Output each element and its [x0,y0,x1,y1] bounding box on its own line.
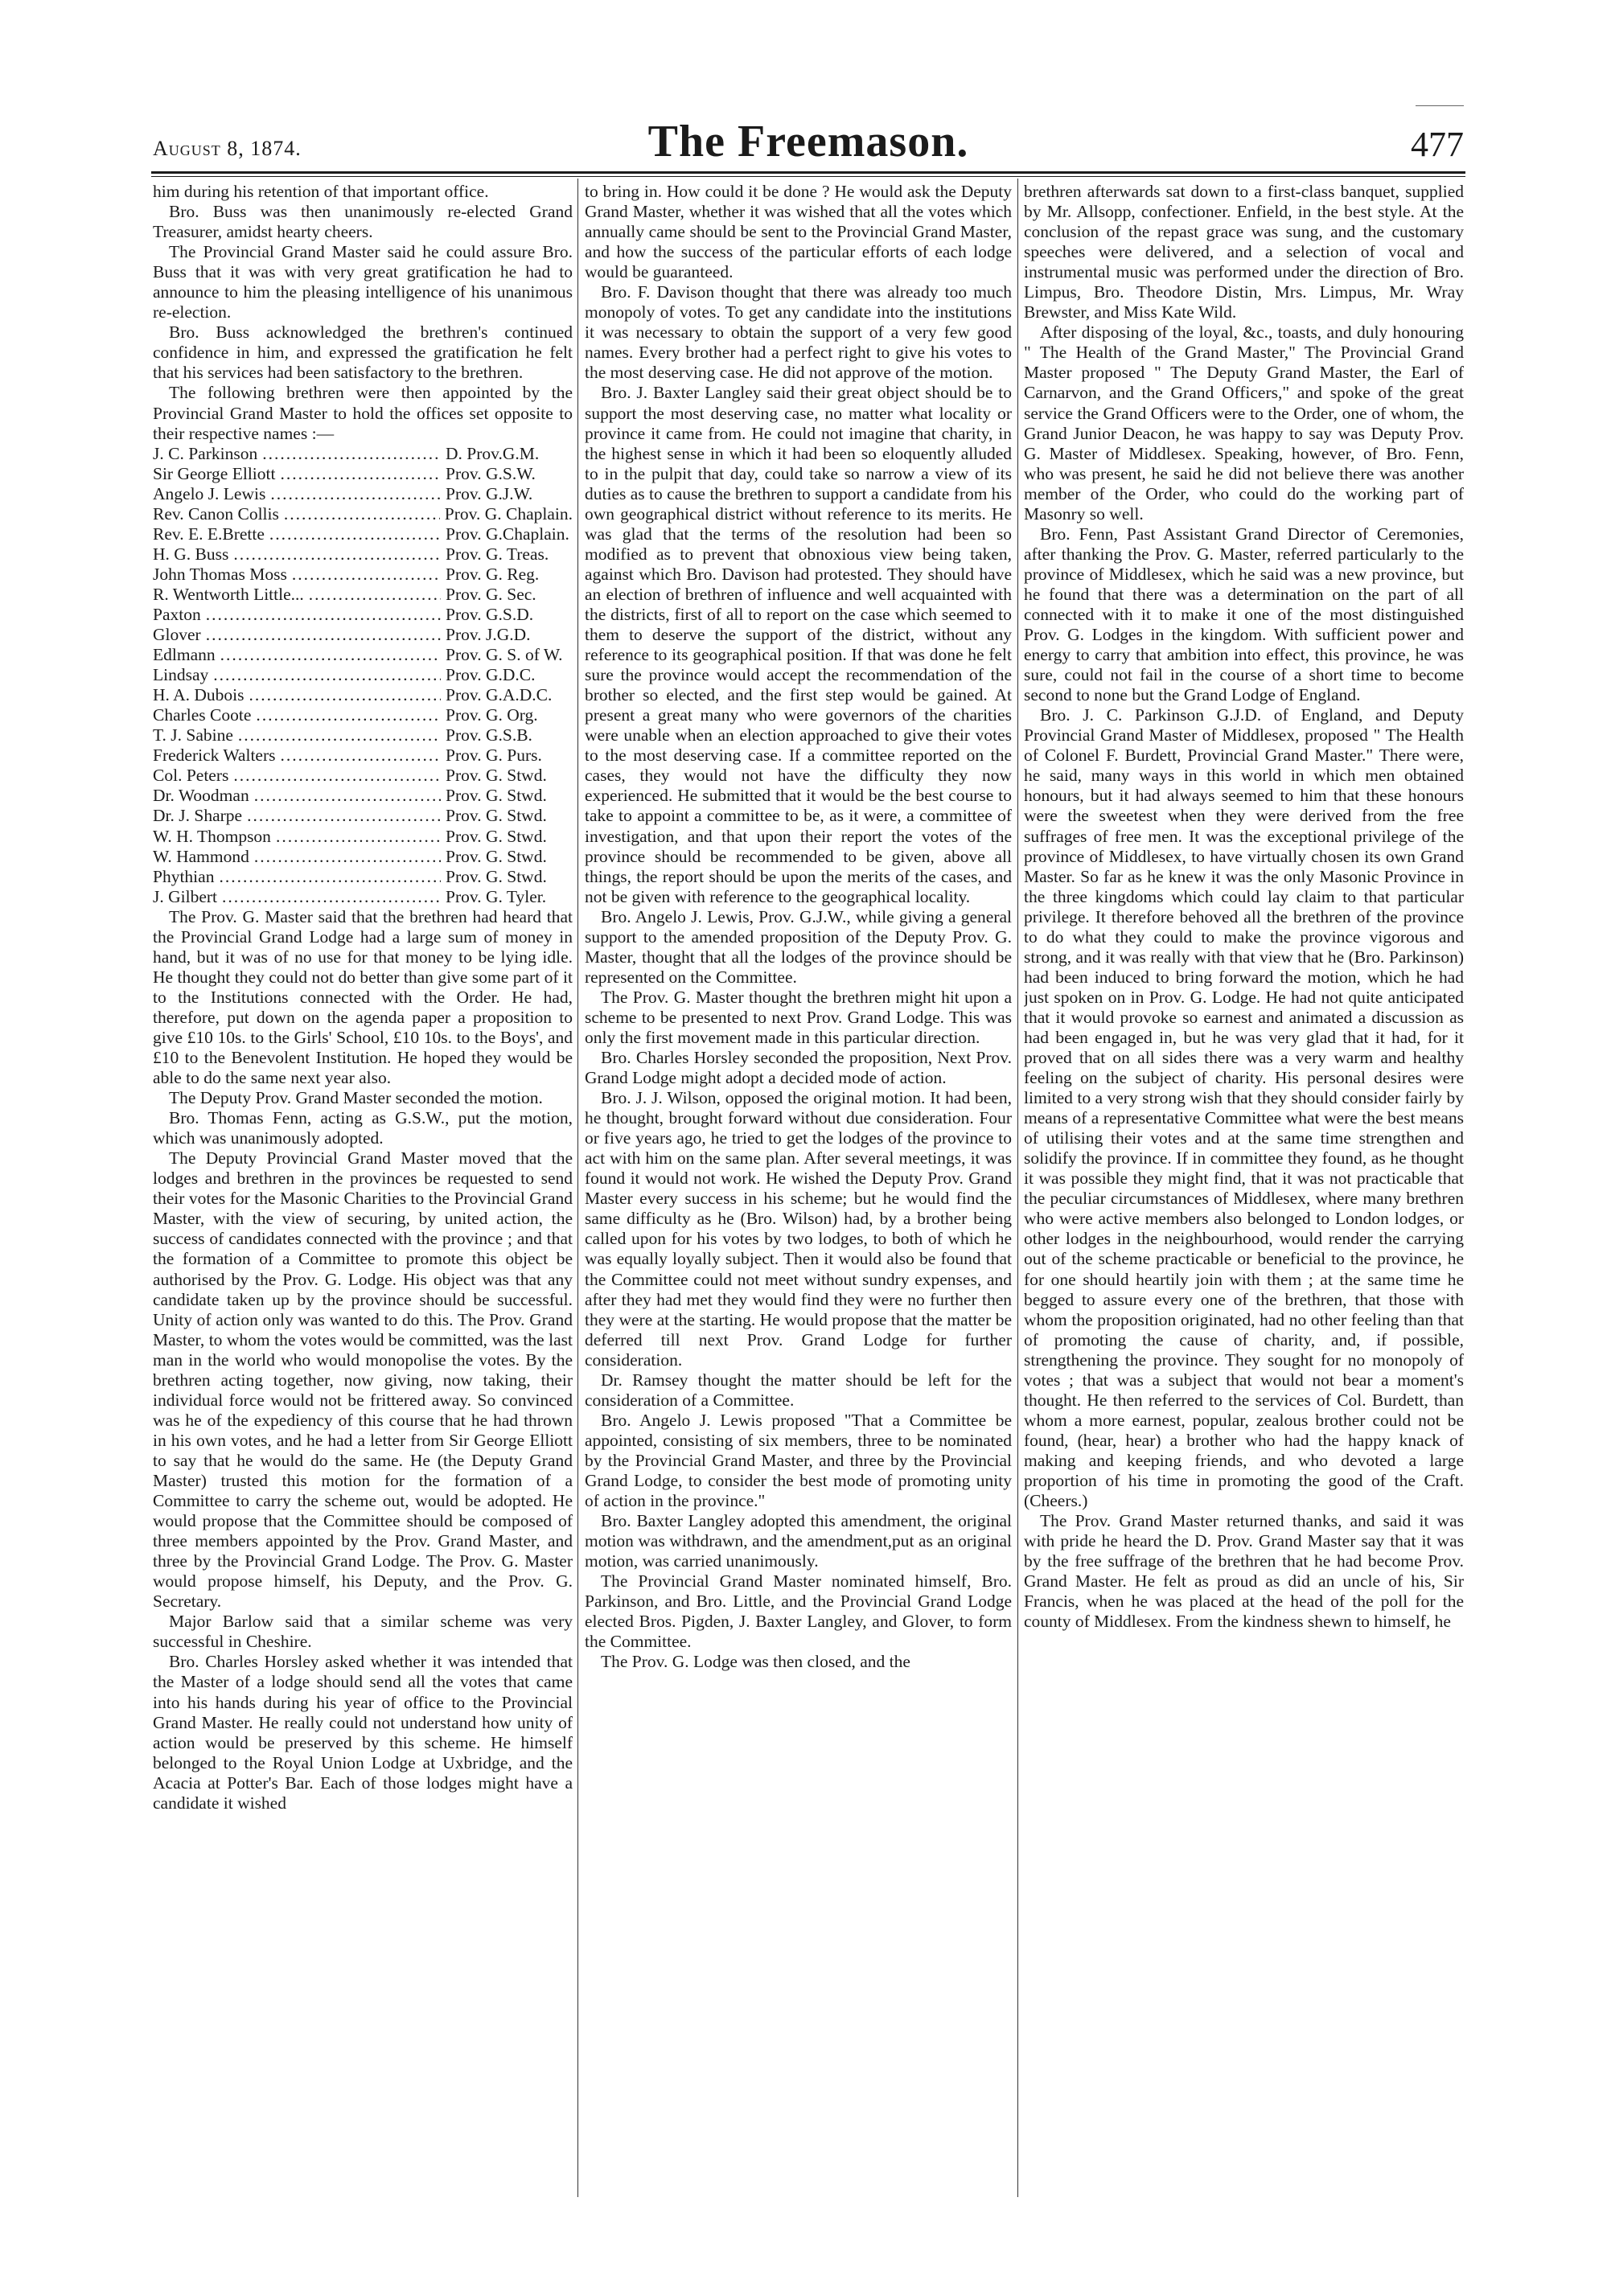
paragraph: The Deputy Prov. Grand Master seconded the motion. [169,1088,543,1108]
officer-row [153,585,573,605]
officer-row [153,504,573,524]
leader-dots [233,544,441,565]
page-header [153,111,1464,167]
officer-name: Sir George Elliott [153,463,276,483]
leader-dots [213,665,441,685]
officer-office: Prov. G. Stwd. [446,786,547,806]
officer-row [153,605,573,625]
officer-name: Rev. Canon Collis [153,503,279,524]
officer-office: Prov. G. Reg. [446,564,540,584]
officer-name: Charles Coote [153,705,252,725]
officer-name: Glover [153,625,201,645]
paragraph: The following brethren were then appointed by the Provincial Grand Master to hold the offices set opposite to their respective names :— [153,383,573,443]
officers-list [153,444,573,907]
header-corner-rule [1416,105,1464,106]
leader-dots [256,705,441,725]
officer-name: Angelo J. Lewis [153,483,266,503]
officer-office: Prov. G.Chaplain. [446,524,569,544]
officer-row [153,544,573,565]
officer-row [153,565,573,585]
officer-row [153,464,573,484]
officer-office: Prov. G. Treas. [446,544,549,564]
paragraph: Bro. J. Baxter Langley said their great object should be to support the most deserving case, no matter what locality or province it came from. He could not imagine that charity, in the highest sense in which it had been so eloquently alluded to in the pulpit that day, could take so narrow a view of its duties as to cause the brethren to support a candidate from his own geographical district without reference to its merits. He was glad that the terms of the resolution had been so modified as to prevent that obnoxious view being taken, against which Bro. Davison had protested. They should have an election of brethren of influence and well acquainted with the districts, first of all to report on the case which seemed to them to deserve the support of the district, without any reference to its geographical position. If that was done he felt sure the province would accept the recommendation of the brother so elected, and the first step would be gained. At present a great many who were governors of the charities were unable when an election approached to give their votes to the most deserving case. If a committee reported on the cases, they would not have the difficulty they now experienced. He submitted that it would be the best course to take to appoint a committee to be, as it were, a committee of investigation, and that upon their report the votes of the province should be recommended to be given, above all things, the report should be upon the merits of the cases, and not be given with reference to the geographical locality. [585,383,1012,906]
paragraph: The Deputy Provincial Grand Master moved that the lodges and brethren in the provinces be requested to send their votes for the Masonic Charities to the Provincial Grand Master, with the view of securing, by united action, the success of candidates connected with the province ; and that the formation of a Committee to promote this object be authorised by the Prov. G. Lodge. His object was that any candidate taken up by the province should be successful. Unity of action only was wanted to do this. The Prov. Grand Master, to whom the votes would be committed, was the last man in the world who would monopolise the votes. By the brethren acting together, now giving, now taking, their individual force would not be frittered away. So convinced was he of the expediency of this course that he had thrown in his own votes, and he had a letter from Sir George Elliott to say that he would do the same. He (the Deputy Grand Master) trusted this motion for the formation of a Committee to carry the scheme out, would be adopted. He would propose that the Committee should be composed of three members appointed by the Prov. Grand Master, and three by the Provincial Grand Lodge. The Prov. G. Master would propose himself, his Deputy, and the Prov. G. Secretary. [153,1148,573,1612]
officer-row [153,645,573,665]
officer-name: Dr. Woodman [153,786,249,806]
leader-dots [238,725,441,745]
officer-office: Prov. G. Stwd. [446,846,547,866]
officer-office: Prov. G.A.D.C. [446,685,553,705]
officer-row [153,766,573,786]
leader-dots [254,847,441,867]
paragraph: Major Barlow said that a similar scheme was very successful in Cheshire. [153,1612,573,1652]
officer-office: Prov. G. Chaplain. [444,503,573,524]
officer-office: Prov. G. Stwd. [446,766,547,786]
officer-name: H. G. Buss [153,544,229,564]
officer-name: Paxton [153,604,201,624]
officer-row [153,786,573,806]
leader-dots [206,605,441,625]
officer-office: Prov. G. Sec. [446,584,536,604]
officer-office: Prov. G. Stwd. [446,806,547,826]
paragraph: Bro. Buss was then unanimously re-elected Grand Treasurer, amidst hearty cheers. [153,202,573,242]
paragraph: Bro. Thomas Fenn, acting as G.S.W., put the motion, which was unanimously adopted. [153,1108,573,1148]
paragraph: Bro. Angelo J. Lewis proposed "That a Committee be appointed, consisting of six members, three to be nominated by the Provincial Grand Master, and three by the Provincial Grand Lodge, to consider the best mode of promoting unity of action in the province." [585,1410,1012,1511]
leader-dots [233,766,441,786]
paragraph: The Prov. Grand Master returned thanks, and said it was with pride he heard the D. Prov. Grand Master say that it was by the free suffrage of the brethren that he had become Prov. Grand Master. He felt as proud as did an uncle of his, Sir Francis, when he was placed at the head of the poll for the county of Middlesex. From the kindness shewn to himself, he [1024,1511,1464,1632]
paragraph: The Prov. G. Lodge was then closed, and the [601,1652,910,1672]
officer-row [153,827,573,847]
leader-dots [220,645,441,665]
column-1 [153,182,573,2192]
officer-row [153,625,573,645]
officer-name: W. Hammond [153,846,249,866]
officer-office: Prov. G. Stwd. [446,866,547,886]
leader-dots [219,867,441,887]
officer-office: Prov. G. Tyler. [446,886,547,906]
leader-dots [276,827,441,847]
officer-name: Col. Peters [153,766,229,786]
leader-dots [309,585,441,605]
officer-row [153,665,573,685]
officer-name: W. H. Thompson [153,826,271,846]
paragraph: him during his retention of that important office. [153,182,489,201]
column-2 [585,182,1012,2192]
paragraph: Bro. J. J. Wilson, opposed the original motion. It had been, he thought, brought forward without due consideration. Four or five years ago, he tried to get the lodges of the province to act with him on the same plan. After several meetings, it was found it would not work. He wished the Deputy Prov. Grand Master every success in his scheme; but he would find the same difficulty as he (Bro. Wilson) had, by a brother being called upon for his votes by two lodges, to both of which he was equally loyally subject. Then it would also be found that the Committee could not meet without sundry expenses, and after they had met they would find they were no further then they were at the starting. He would propose that the matter be deferred till next Prov. Grand Lodge for further consideration. [585,1088,1012,1370]
leader-dots [281,745,442,766]
officer-row [153,524,573,544]
officer-office: D. Prov.G.M. [446,443,540,463]
paragraph: The Prov. G. Master thought the brethren might hit upon a scheme to be presented to next Prov. Grand Lodge. This was only the first movement made in this particular direction. [585,987,1012,1047]
leader-dots [269,524,441,544]
leader-dots [280,464,441,484]
paragraph: Bro. Baxter Langley adopted this amendment, the original motion was withdrawn, and the amendment,put as an original motion, was carried unanimously. [585,1511,1012,1571]
officer-office: Prov. G. Org. [446,705,538,725]
masthead-title: The Freemason. [647,117,969,166]
officer-office: Prov. G.S.W. [446,463,536,483]
officer-office: Prov. G.S.D. [446,604,534,624]
issue-date: August 8, 1874. [153,137,302,160]
officer-office: Prov. G. Purs. [446,745,542,766]
officer-row [153,867,573,887]
officer-row [153,745,573,766]
paragraph: The Provincial Grand Master said he could assure Bro. Buss that it was with very great gratification he had to announce to him the pleasing intelligence of his unanimous re-election. [153,242,573,322]
leader-dots [284,504,440,524]
paragraph: Bro. J. C. Parkinson G.J.D. of England, and Deputy Provincial Grand Master of Middlesex, proposed " The Health of Colonel F. Burdett, Provincial Grand Master." There were, he said, many ways in this world in which men obtained honours, but it had always seemed to him that these honours were the sweetest when they were derived from the free suffrages of free men. It was the exceptional privilege of the province of Middlesex, to have virtually chosen its own Grand Master. So far as he knew it was the only Masonic Province in the three kingdoms which could lay claim to that particular privilege. It therefore behoved all the brethren of the province to do what they could to make the province vigorous and strong, and it was really with that view that he (Bro. Parkinson) had been induced to bring forward the motion, which he had just spoken on in Prov. G. Lodge. He had not quite anticipated that it would provoke so earnest and animated a discussion as had been engaged in, but he was very glad that it had, for it proved that on all sides there was a very warm and healthy feeling on the subject of charity. His personal desires were limited to a very strong wish that they should consider fairly by means of a representative Committee what were the best means of utilising their votes and at the same time strengthen and solidify the province. If in committee they found, as he thought it was possible they might find, that it was not practicable that the peculiar circumstances of Middlesex, where many brethren who were active members also belonged to London lodges, or other lodges in the neighbourhood, would render the carrying out of the scheme practicable or beneficial to the province, he for one should heartily join with them ; at the same time he begged to assure every one of the brethren, that those with whom the proposition originated, had no other feeling than that of promoting the cause of charity, and, if possible, strengthening the province. They sought for no monopoly of votes ; that was a subject that would not bear a moment's thought. He then referred to the services of Col. Burdett, than whom a more earnest, popular, zealous brother could not be found, (hear, hear) a brother who had the happy knack of making and keeping friends, and who devoted a large proportion of his time in promoting the good of the Craft. (Cheers.) [1024,705,1464,1511]
paragraph: The Prov. G. Master said that the brethren had heard that the Provincial Grand Lodge had a large sum of money in hand, but it was of no use for that money to be lying idle. He thought they could not do better than give some part of it to the Institutions connected with the Order. He had, therefore, put down on the agenda paper a proposition to give £10 10s. to the Girls' School, £10 10s. to the Boys', and £10 to the Benevolent Institution. He hoped they would be able to do the same next year also. [153,906,573,1088]
column-3 [1024,182,1464,2192]
officer-name: Frederick Walters [153,745,276,766]
paragraph: Bro. Angelo J. Lewis, Prov. G.J.W., while giving a general support to the amended proposition of the Deputy Prov. G. Master, thought that all the lodges of the province should be represented on the Committee. [585,906,1012,987]
leader-dots [222,887,441,907]
officer-name: J. Gilbert [153,886,218,906]
paragraph: Bro. Charles Horsley seconded the proposition, Next Prov. Grand Lodge might adopt a decided mode of action. [585,1048,1012,1088]
officer-row [153,847,573,867]
leader-dots [247,806,441,826]
paragraph: to bring in. How could it be done ? He would ask the Deputy Grand Master, whether it was wished that all the votes which annually came should be sent to the Provincial Grand Master, and how the success of the particular efforts of each lodge would be guaranteed. [585,182,1012,282]
officer-row [153,887,573,907]
leader-dots [292,565,441,585]
paragraph: Bro. Fenn, Past Assistant Grand Director of Ceremonies, after thanking the Prov. G. Master, referred particularly to the province of Middlesex, which he said was a new province, but he found that there was a determination on the part of all connected with it to make it one of the most distinguished Prov. G. Lodges in the kingdom. With sufficient power and energy to carry that ambition into effect, this province, he was sure, could not fail in the course of a short time to become second to none but the Grand Lodge of England. [1024,524,1464,705]
paragraph: Bro. Charles Horsley asked whether it was intended that the Master of a lodge should send all the votes that came into his hands during his year of office to the Provincial Grand Master. He really could not understand how unity of action would be preserved by this scheme. He himself belonged to the Royal Union Lodge at Uxbridge, and the Acacia at Potter's Bar. Each of those lodges might have a candidate it wished [153,1652,573,1813]
officer-row [153,705,573,725]
officer-name: H. A. Dubois [153,685,245,705]
officer-row [153,685,573,705]
leader-dots [206,625,441,645]
officer-office: Prov. G.J.W. [446,483,533,503]
officer-name: John Thomas Moss [153,564,287,584]
leader-dots [270,484,441,504]
officer-row [153,484,573,504]
column-divider [577,179,578,2197]
officer-name: J. C. Parkinson [153,443,258,463]
paragraph: Bro. F. Davison thought that there was already too much monopoly of votes. To get any candidate into the institutions it was necessary to obtain the support of a very few good names. Every brother had a perfect right to give his votes to the most deserving case. He did not approve of the motion. [585,282,1012,383]
officer-office: Prov. G. Stwd. [446,826,547,846]
paragraph: The Provincial Grand Master nominated himself, Bro. Parkinson, and Bro. Little, and the Provincial Grand Lodge elected Bros. Pigden, J. Baxter Langley, and Glover, to form the Committee. [585,1571,1012,1652]
officer-name: T. J. Sabine [153,725,233,745]
leader-dots [262,444,441,464]
paragraph: Dr. Ramsey thought the matter should be left for the consideration of a Committee. [585,1370,1012,1410]
paragraph: Bro. Buss acknowledged the brethren's continued confidence in him, and expressed the gratification he felt that his services had been satisfactory to the brethren. [153,322,573,383]
officer-name: Dr. J. Sharpe [153,806,243,826]
leader-dots [254,786,441,806]
officer-name: Edlmann [153,645,216,665]
officer-row [153,725,573,745]
page-number: 477 [1411,125,1464,164]
officer-row [153,444,573,464]
leader-dots [249,685,441,705]
officer-name: R. Wentworth Little... [153,584,304,604]
officer-name: Rev. E. E.Brette [153,524,265,544]
paragraph: After disposing of the loyal, &c., toasts, and duly honouring " The Health of the Grand Master," The Provincial Grand Master proposed " The Deputy Grand Master, the Earl of Carnarvon, and the Grand Officers," and spoke of the great service the Grand Officers were to the Order, one of whom, the Grand Junior Deacon, he was happy to say was Deputy Prov. G. Master of Middlesex. Speaking, however, of Bro. Fenn, who was present, he said he did not believe there was another member of the Order, who could do the working part of Masonry so well. [1024,322,1464,524]
officer-office: Prov. G.D.C. [446,665,536,685]
officer-office: Prov. G. S. of W. [446,645,563,665]
officer-office: Prov. G.S.B. [446,725,532,745]
paragraph: brethren afterwards sat down to a first-class banquet, supplied by Mr. Allsopp, confectioner. Enfield, in the best style. At the conclusion of the repast grace was sung, and the customary speeches were delivered, and a selection of vocal and instrumental music was performed under the direction of Bro. Limpus, Bro. Theodore Distin, Mrs. Limpus, Mr. Wray Brewster, and Miss Kate Wild. [1024,182,1464,322]
officer-name: Phythian [153,866,215,886]
officer-name: Lindsay [153,665,209,685]
officer-row [153,806,573,826]
column-divider [1017,179,1018,2197]
header-rule [151,171,1465,177]
officer-office: Prov. J.G.D. [446,625,531,645]
